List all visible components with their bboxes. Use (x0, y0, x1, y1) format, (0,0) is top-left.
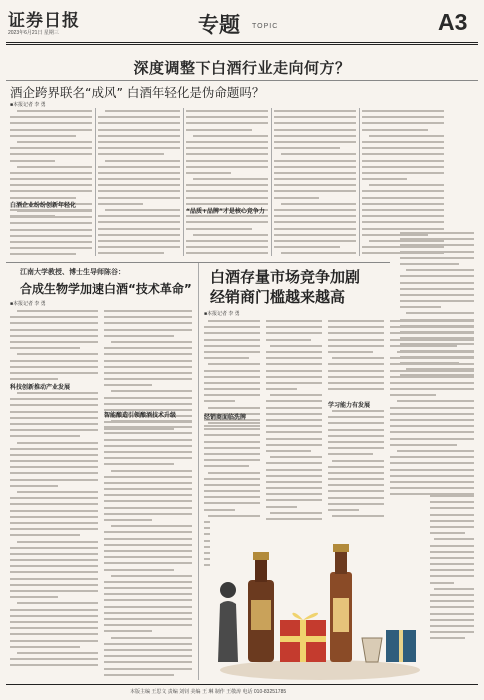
issue-date: 2023年6月21日 星期三 (8, 30, 59, 36)
article-1-column-2 (98, 110, 180, 259)
gift-box-icon (386, 630, 416, 662)
article-2-subhead-2: 智能酿造引领酿酒技术升级 (104, 412, 177, 419)
article-2-column-2-continued (104, 420, 192, 680)
article-3-column-2 (266, 320, 322, 543)
column-divider (359, 108, 360, 256)
article-2-top-rule (6, 262, 198, 263)
baijiu-illustration (210, 520, 428, 680)
section-title-english: TOPIC (252, 23, 279, 30)
article-3-column-3 (328, 320, 384, 394)
article-1-byline: ■本报记者 李 勇 (10, 102, 46, 108)
article-2-title: 合成生物学加速白酒“技术革命” (20, 282, 192, 296)
masthead-rule-double (6, 44, 478, 45)
article-3-subhead-3: 学习能力有发展 (328, 402, 371, 409)
article-1-column-1-continued (10, 210, 92, 260)
article-1-subhead-1: 白酒企业纷纷创新年轻化 (10, 202, 77, 209)
article-3-byline: ■本报记者 李 勇 (204, 311, 240, 317)
page-number: A3 (438, 9, 468, 35)
article-1-column-4 (274, 110, 356, 259)
article-3-title-line-2: 经销商门槛越来越高 (210, 288, 346, 306)
article-2-kicker: 江南大学教授、博士生导师陈谷： (20, 268, 125, 276)
article-2-right-rule (198, 262, 199, 680)
article-2-column-1-continued (10, 392, 98, 670)
column-divider (183, 108, 184, 256)
article-1-title: 酒企跨界联名“成风” 白酒年轻化是伪命题吗？ (10, 85, 265, 100)
article-3-top-rule (198, 262, 390, 263)
main-headline: 深度调整下白酒行业走向何方？ (133, 59, 351, 77)
column-divider (95, 108, 96, 256)
section-title: 专题 (198, 13, 240, 37)
newspaper-name: 证券日报 (8, 11, 80, 31)
article-2-subhead-1: 科技创新推动产业发展 (10, 384, 71, 391)
article-2-byline: ■本报记者 李 勇 (10, 301, 46, 307)
column-divider (271, 108, 272, 256)
article-1-top-rule (6, 80, 478, 81)
cup-icon (362, 638, 382, 662)
masthead-rule (6, 42, 478, 43)
footer-rule (6, 684, 478, 685)
footer-credits: 本版主编 王思文 责编 刘钊 美编 王 琳 制作 王敬涛 电话 010-83251785 (130, 689, 287, 695)
article-2-column-1 (10, 310, 98, 384)
article-1-column-3 (186, 110, 268, 259)
gift-box-icon (280, 613, 326, 662)
article-3-subhead-2: 经销商面临洗牌 (204, 414, 247, 421)
article-3-title-line-1: 白酒存量市场竞争加剧 (210, 268, 361, 286)
article-3-column-4 (390, 320, 474, 499)
article-1-subhead-2: “品质+品牌”才是核心竞争力 (186, 208, 265, 215)
article-3-column-5 (430, 495, 474, 644)
